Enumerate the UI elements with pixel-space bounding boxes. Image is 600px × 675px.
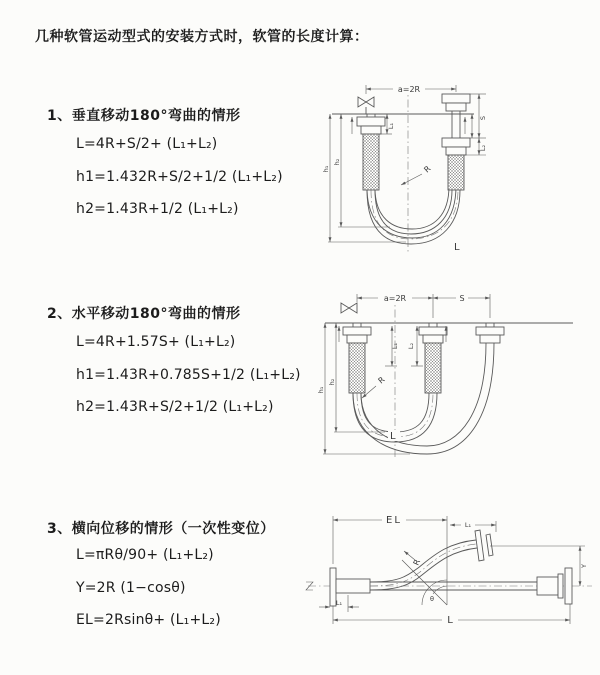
svg-text:L₂: L₂: [407, 342, 415, 350]
valve-icon: [341, 303, 357, 313]
radius-label: [401, 164, 433, 185]
svg-text:S: S: [459, 294, 465, 303]
svg-text:R: R: [411, 558, 423, 567]
svg-text:h₂: h₂: [328, 378, 336, 386]
svg-text:θ: θ: [430, 595, 434, 603]
svg-text:R: R: [376, 375, 387, 386]
section-3-formula-el: EL=2Rsinθ+ (L₁+L₂): [76, 612, 221, 628]
svg-text:h₂: h₂: [333, 158, 341, 166]
svg-text:L₁: L₁: [391, 342, 399, 350]
svg-text:L₁: L₁: [464, 521, 472, 529]
page-title: 几种软管运动型式的安装方式时，软管的长度计算：: [35, 29, 369, 45]
section-3-formula-l: L=πRθ/90+ (L₁+L₂): [76, 547, 214, 563]
section-1-formula-l: L=4R+S/2+ (L₁+L₂): [76, 136, 218, 152]
dimension-a2r: [366, 84, 456, 94]
length-label: L: [454, 242, 460, 253]
svg-text:h₁: h₁: [322, 165, 330, 173]
fixed-pipe-end: [357, 114, 385, 190]
section-1-heading: 1、垂直移动180°弯曲的情形: [47, 108, 241, 124]
section-2-formula-l: L=4R+1.57S+ (L₁+L₂): [76, 334, 236, 350]
pipe-end-rest-position: [419, 323, 447, 393]
svg-text:a=2R: a=2R: [397, 85, 421, 94]
angle-theta: [402, 516, 447, 605]
valve-icon: [358, 97, 374, 114]
svg-text:Y: Y: [580, 564, 588, 568]
dimension-s: [433, 293, 490, 303]
section-2-formula-h2: h2=1.43R+S/2+1/2 (L₁+L₂): [76, 399, 274, 415]
svg-text:L₁: L₁: [387, 122, 395, 130]
svg-text:h₁: h₁: [317, 386, 325, 394]
dimension-l: [333, 604, 570, 626]
hose-u-bend: [367, 186, 460, 244]
svg-text:L: L: [390, 431, 396, 442]
diagram-vertical-180-bend: [308, 72, 588, 257]
section-2-formula-h1: h1=1.43R+0.785S+1/2 (L₁+L₂): [76, 367, 301, 383]
svg-text:EL: EL: [386, 515, 402, 526]
moving-pipe-end: [442, 94, 470, 190]
section-3-heading: 3、横向位移的情形（一次性变位）: [47, 521, 275, 537]
dimension-l1: [385, 326, 399, 366]
svg-text:L₁: L₁: [335, 599, 343, 607]
svg-text:S: S: [479, 115, 487, 121]
svg-text:a=2R: a=2R: [383, 294, 407, 303]
svg-text:L₂: L₂: [479, 144, 487, 152]
dimension-l1-left: [319, 595, 359, 612]
pipe-end-moved-position: [476, 323, 504, 343]
svg-text:R: R: [422, 164, 433, 175]
section-2-heading: 2、水平移动180°弯曲的情形: [47, 306, 241, 322]
dimension-a2r: [357, 293, 490, 318]
section-1-formula-h2: h2=1.43R+1/2 (L₁+L₂): [76, 201, 239, 217]
diagram-lateral-displacement: [300, 502, 600, 642]
fixed-pipe-end: [343, 323, 371, 393]
dimension-l1-top: [450, 520, 496, 532]
length-label: [388, 430, 400, 442]
hose-s-curve: [370, 540, 477, 590]
radius-label: [362, 375, 387, 398]
hose-u-bend: [353, 343, 494, 454]
displaced-flange: [475, 530, 493, 561]
section-3-formula-y: Y=2R (1−cosθ): [76, 580, 186, 596]
dimension-el: [333, 514, 447, 564]
svg-text:L: L: [447, 615, 453, 626]
diagram-horizontal-180-bend: [305, 282, 595, 462]
section-1-formula-h1: h1=1.432R+S/2+1/2 (L₁+L₂): [76, 169, 283, 185]
